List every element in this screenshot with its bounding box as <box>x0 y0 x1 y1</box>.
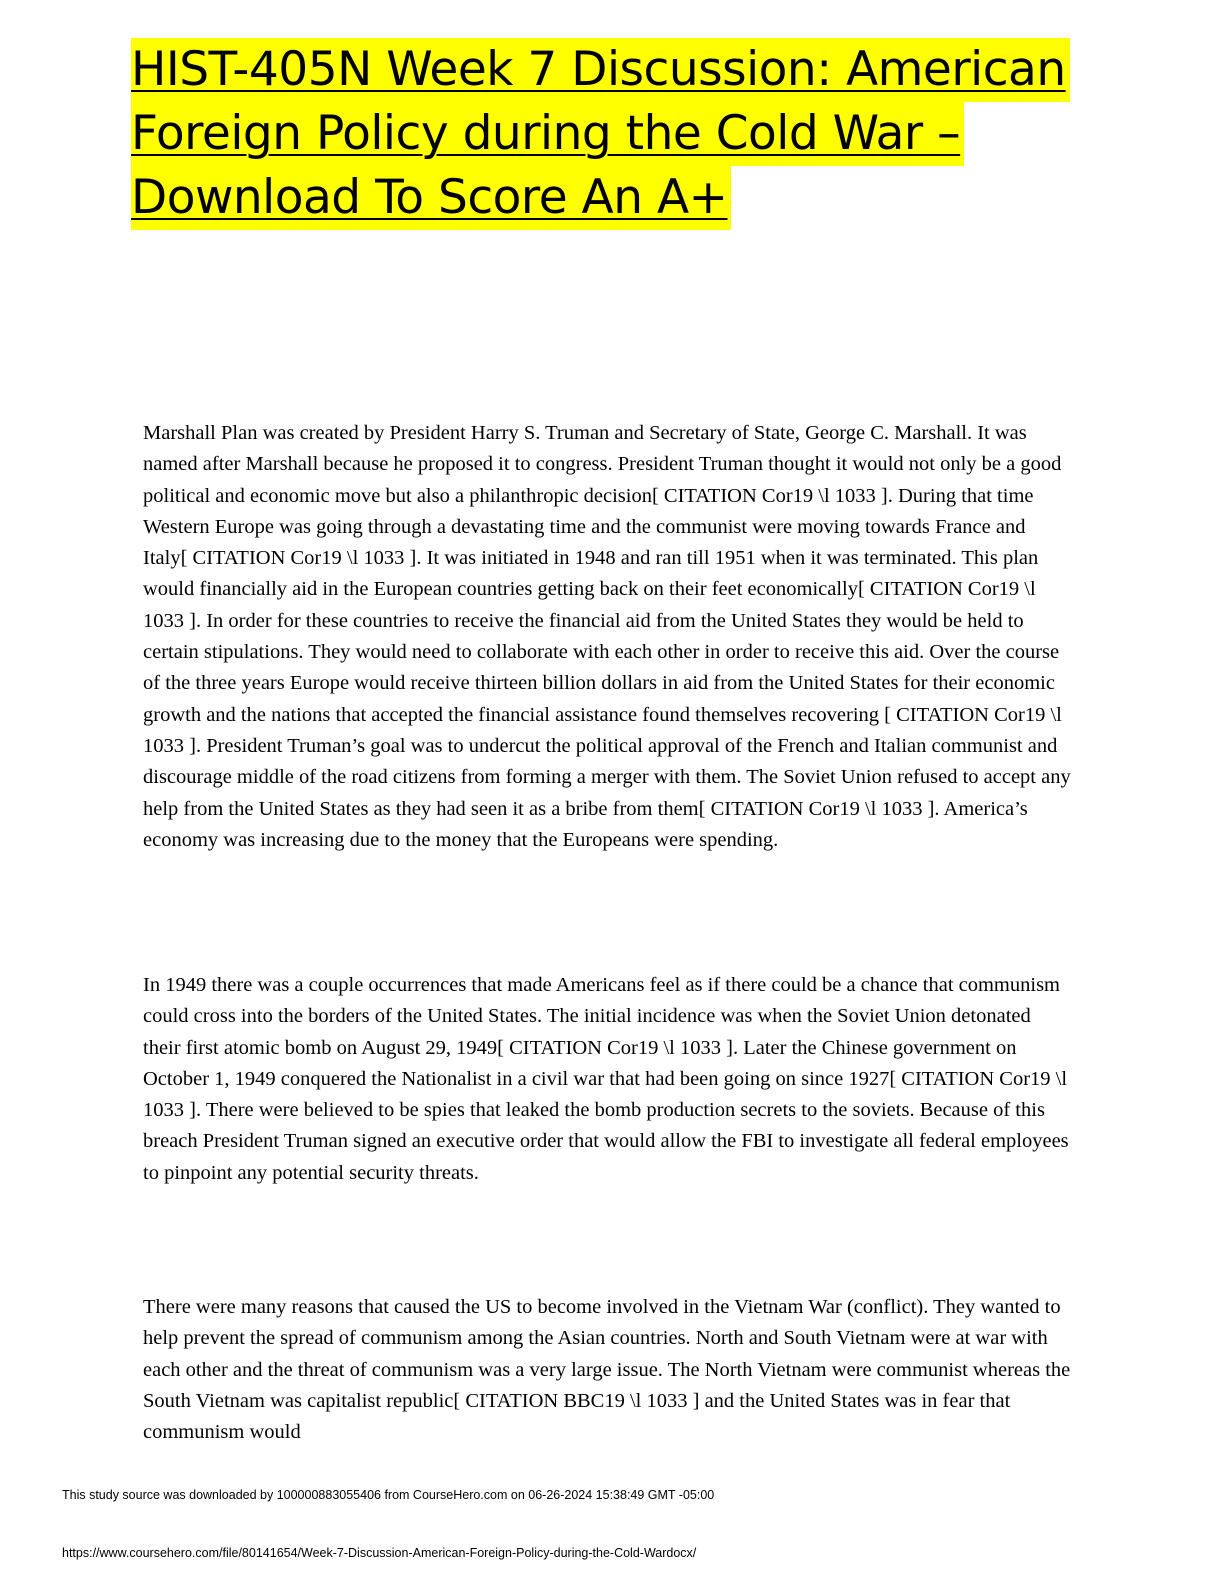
paragraph-vietnam-war: There were many reasons that caused the US to become involved in the Vietnam War (conflict). They wanted to help prevent the spread of communism among the Asian countries. North and South Vietnam were at war with each other and the threat of communism was a very large issue. The North Vietnam were communist whereas the South Vietnam was capitalist republic[ CITATION BBC19 \l 1033 ] and the United States was in fear that communism would <box>143 1296 1071 1444</box>
title-line-2: Foreign Policy during the Cold War – <box>131 102 964 166</box>
footer-url-link[interactable]: https://www.coursehero.com/file/80141654/Week-7-Discussion-American-Foreign-Policy-during-the-Cold-Wardocx/ <box>62 1546 697 1560</box>
title-line-3: Download To Score An A+ <box>131 166 731 230</box>
document-title <box>131 38 1111 230</box>
paragraph-1949-events: In 1949 there was a couple occurrences that made Americans feel as if there could be a chance that communism could cross into the borders of the United States. The initial incidence was when the Soviet Union detonated their first atomic bomb on August 29, 1949[ CITATION Cor19 \l 1033 ]. Later the Chinese government on October 1, 1949 conquered the Nationalist in a civil war that had been going on since 1927[ CITATION Cor19 \l 1033 ]. There were believed to be spies that leaked the bomb production secrets to the soviets. Because of this breach President Truman signed an executive order that would allow the FBI to investigate all federal employees to pinpoint any potential security threats. <box>143 974 1069 1184</box>
title-line-1: HIST-405N Week 7 Discussion: American <box>131 38 1070 102</box>
paragraph-marshall-plan: Marshall Plan was created by President Harry S. Truman and Secretary of State, George C. Marshall. It was named after Marshall because he proposed it to congress. President Truman thought it would not only be a good political and economic move but also a philanthropic decision[ CITATION Cor19 \l 1033 ]. During that time Western Europe was going through a devastating time and the communist were moving towards France and Italy[ CITATION Cor19 \l 1033 ]. It was initiated in 1948 and ran till 1951 when it was terminated. This plan would financially aid in the European countries getting back on their feet economically[ CITATION Cor19 \l 1033 ]. In order for these countries to receive the financial aid from the United States they would be held to certain stipulations. They would need to collaborate with each other in order to receive this aid. Over the course of the three years Europe would receive thirteen billion dollars in aid from the United States for their economic growth and the nations that accepted the financial assistance found themselves recovering [ CITATION Cor19 \l 1033 ]. President Truman’s goal was to undercut the political approval of the French and Italian communist and discourage middle of the road citizens from forming a merger with them. The Soviet Union refused to accept any help from the United States as they had seen it as a bribe from them[ CITATION Cor19 \l 1033 ]. America’s economy was increasing due to the money that the Europeans were spending. <box>143 422 1071 851</box>
footer-source-note: This study source was downloaded by 100000883055406 from CourseHero.com on 06-26-2024 15:38:49 GMT -05:00 <box>62 1488 715 1502</box>
